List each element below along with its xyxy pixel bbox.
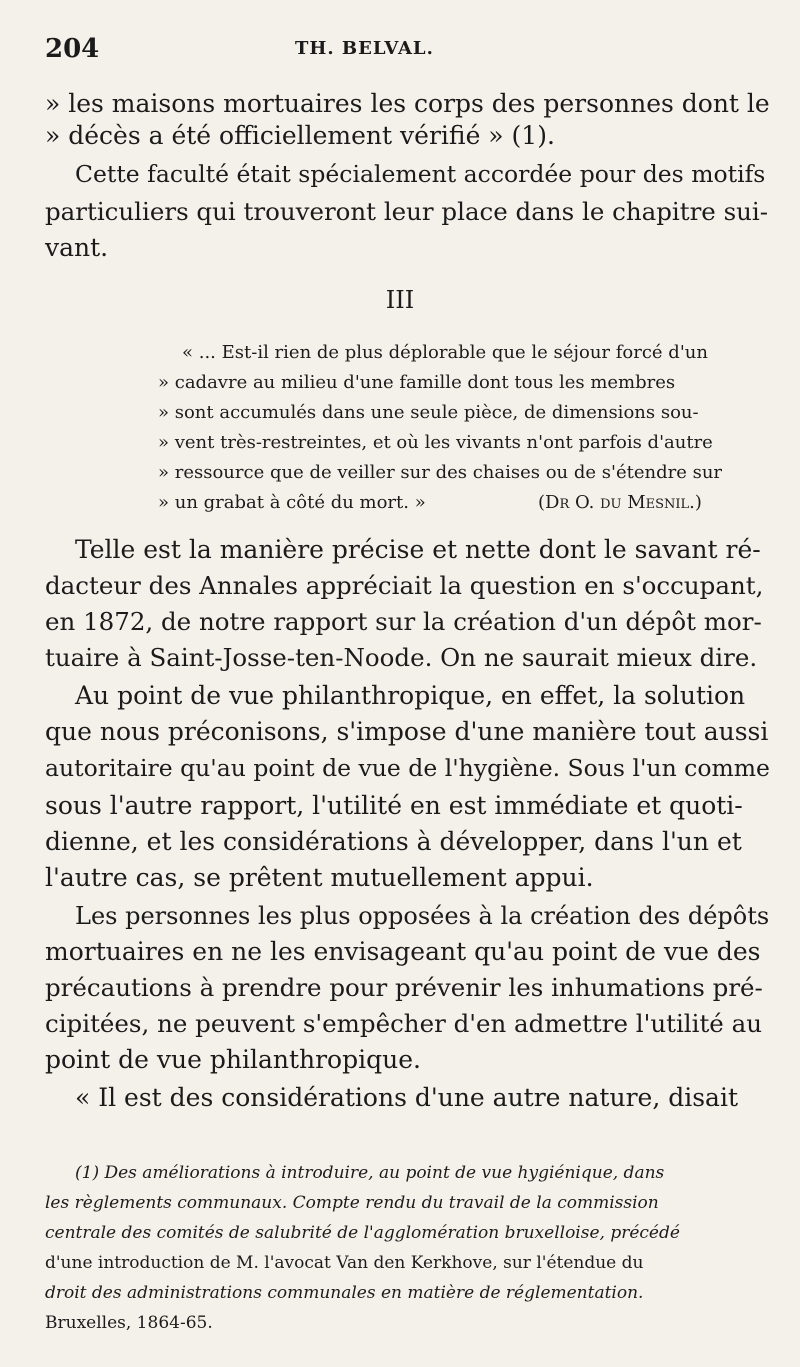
text-line: » décès a été officiellement vérifié » (1). — [45, 121, 555, 150]
footnote-line: (1) Des améliorations à introduire, au point de vue hygiénique, dans — [75, 1163, 665, 1183]
text-line: que nous préconisons, s'impose d'une manière tout aussi — [45, 717, 769, 746]
footnote-line: droit des administrations communales en matière de réglementation. — [45, 1283, 644, 1303]
text-line: Au point de vue philanthropique, en effet, la solution — [75, 681, 746, 710]
text-line: Cette faculté était spécialement accordée pour des motifs — [75, 160, 766, 188]
quote-line: » ressource que de veiller sur des chaises ou de s'étendre sur — [158, 462, 723, 483]
text-line: Les personnes les plus opposées à la création des dépôts — [75, 902, 770, 930]
text-line: dienne, et les considérations à développer, dans l'un et — [45, 827, 742, 856]
quote-attribution: (Dr O. du Mesnil.) — [538, 492, 702, 513]
footnote-line: Bruxelles, 1864-65. — [45, 1313, 213, 1333]
page-number: 204 — [45, 34, 100, 64]
quote-line: » vent très-restreintes, et où les vivants n'ont parfois d'autre — [158, 432, 713, 453]
text-line: l'autre cas, se prêtent mutuellement appui. — [45, 863, 594, 892]
text-line: précautions à prendre pour prévenir les inhumations pré- — [45, 973, 763, 1002]
footnote-line: les règlements communaux. Compte rendu du travail de la commission — [45, 1193, 659, 1213]
quote-line: » sont accumulés dans une seule pièce, de dimensions sou- — [158, 402, 699, 423]
footnote-line: centrale des comités de salubrité de l'agglomération bruxelloise, précédé — [45, 1223, 680, 1243]
footnote-line: d'une introduction de M. l'avocat Van den Kerkhove, sur l'étendue du — [45, 1253, 644, 1273]
text-line: dacteur des Annales appréciait la question en s'occupant, — [45, 571, 764, 600]
text-line: vant. — [45, 233, 109, 262]
quote-line: « ... Est-il rien de plus déplorable que le séjour forcé d'un — [182, 342, 708, 363]
quote-line: » un grabat à côté du mort. » — [158, 492, 426, 513]
running-head: TH. BELVAL. — [295, 38, 434, 59]
page-header — [45, 30, 755, 70]
text-line: particuliers qui trouveront leur place dans le chapitre sui- — [45, 197, 769, 226]
text-line: en 1872, de notre rapport sur la création d'un dépôt mor- — [45, 607, 762, 636]
quote-line: » cadavre au milieu d'une famille dont tous les membres — [158, 372, 676, 393]
section-numeral: III — [385, 286, 415, 314]
text-line: autoritaire qu'au point de vue de l'hygiène. Sous l'un comme — [45, 754, 770, 782]
text-line: cipitées, ne peuvent s'empêcher d'en admettre l'utilité au — [45, 1009, 762, 1038]
text-line: » les maisons mortuaires les corps des personnes dont le — [45, 89, 770, 118]
text-line: tuaire à Saint-Josse-ten-Noode. On ne saurait mieux dire. — [45, 643, 758, 672]
text-line: « Il est des considérations d'une autre nature, disait — [75, 1083, 738, 1112]
text-line: mortuaires en ne les envisageant qu'au point de vue des — [45, 937, 761, 966]
text-line: point de vue philanthropique. — [45, 1045, 421, 1074]
text-line: Telle est la manière précise et nette dont le savant ré- — [75, 535, 761, 564]
text-line: sous l'autre rapport, l'utilité en est immédiate et quoti- — [45, 791, 743, 820]
